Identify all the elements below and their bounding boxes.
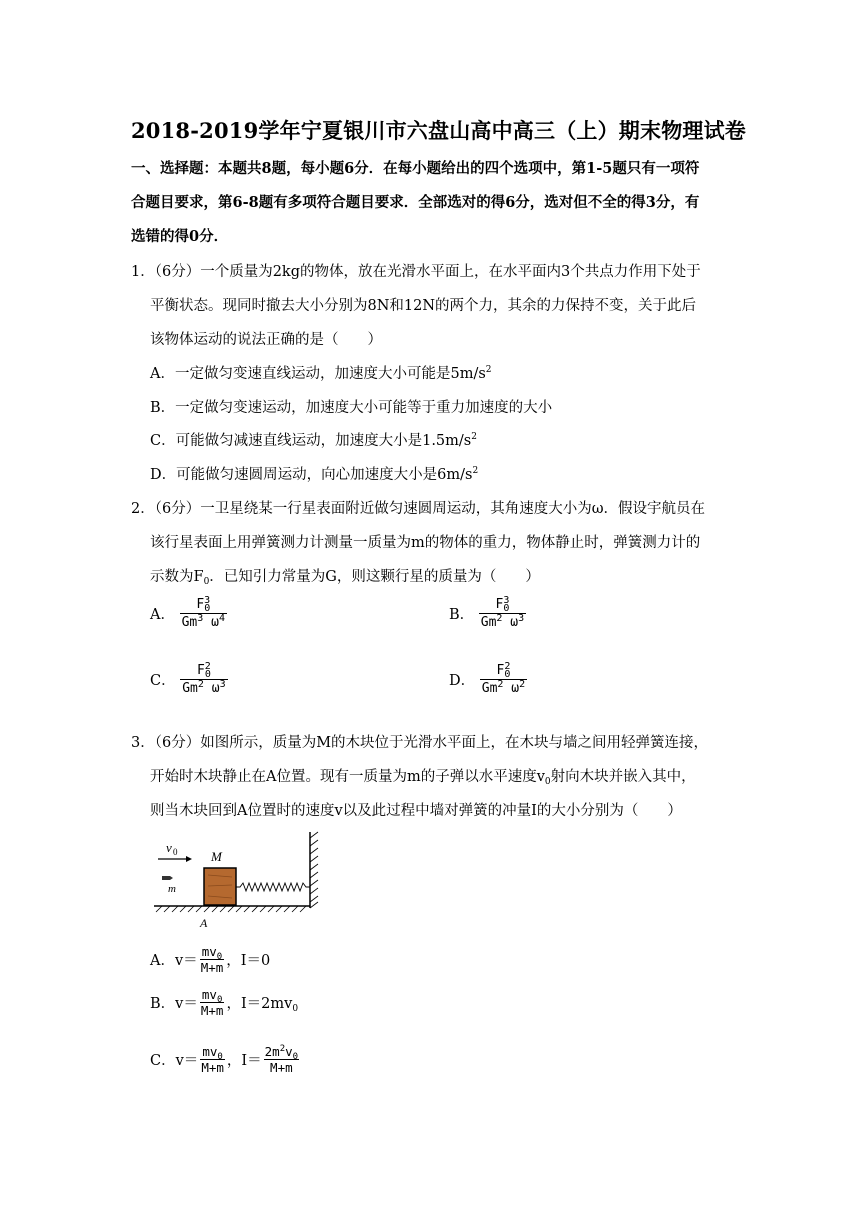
q1-option-c[interactable] [150, 429, 477, 450]
den: M+m [270, 1060, 293, 1075]
bullet-mass-label: m [168, 883, 176, 895]
sub: 0 [204, 669, 211, 680]
q2-stem-line-3 [150, 565, 540, 586]
fraction [480, 663, 527, 696]
num: mv [202, 1044, 218, 1059]
q3-stem-text-b: 射向木块并嵌入其中， [550, 769, 696, 785]
v-equals: v＝ [175, 996, 198, 1012]
v-equals: v＝ [174, 953, 198, 969]
subscript: 0 [544, 777, 551, 787]
superscript: 2 [485, 365, 492, 375]
option-label: B． [150, 996, 176, 1012]
impulse-text: I＝2mv [240, 996, 293, 1012]
q1-option-b[interactable] [150, 396, 552, 417]
sup: 2 [197, 679, 204, 690]
q2-stem-text-a: 示数为F [150, 569, 204, 585]
comma: ， [226, 996, 241, 1012]
den-a: Gm [481, 681, 498, 696]
q1-stem-line-1: 1．（6分）一个质量为2kg的物体，放在光滑水平面上，在水平面内3个共点力作用下处于 [131, 264, 701, 280]
option-label: B． [449, 607, 475, 623]
fraction [479, 597, 526, 630]
sub: 0 [504, 669, 511, 680]
fraction [180, 597, 227, 630]
floor-hatching [156, 906, 306, 912]
sub: 0 [216, 952, 223, 962]
fraction [180, 663, 227, 696]
q3-stem-line-1: 3．（6分）如图所示，质量为M的木块位于光滑水平面上，在木块与墙之间用轻弹簧连接， [131, 735, 709, 751]
sup: 2 [504, 661, 511, 672]
q3-option-a[interactable] [150, 944, 270, 975]
sub: 0 [204, 603, 211, 614]
page-title: 2018-2019学年宁夏银川市六盘山高中高三（上）期末物理试卷 [131, 118, 747, 143]
q1-stem-line-3: 该物体运动的说法正确的是（ ） [150, 332, 382, 348]
superscript: 2 [472, 466, 479, 476]
q2-stem-line-1: 2．（6分）一卫星绕某一行星表面附近做匀速圆周运动，其角速度大小为ω．假设宇航员在 [131, 501, 706, 517]
sup: 2 [519, 679, 526, 690]
den-b: ω [211, 615, 219, 630]
q3-figure-spring-block [150, 830, 325, 935]
sup: 3 [219, 679, 226, 690]
den-a: Gm [480, 615, 497, 630]
fraction [200, 1044, 225, 1075]
den: M+m [200, 1003, 224, 1018]
q3-option-b[interactable] [150, 987, 298, 1018]
sup: 3 [518, 613, 525, 624]
bullet-icon [162, 876, 173, 880]
spring [236, 883, 310, 891]
wooden-block [204, 868, 236, 905]
sup: 2 [496, 613, 503, 624]
q1-option-d-text: D．可能做匀速圆周运动，向心加速度大小是6m/s [150, 467, 473, 483]
option-label: C． [150, 673, 176, 689]
section-heading-line-3: 选错的得0分． [131, 228, 229, 245]
v0-label-text: v [166, 840, 172, 855]
block-mass-label: M [211, 849, 222, 864]
velocity-arrow-head [186, 856, 192, 862]
q3-stem-text-a: 开始时木块静止在A位置。现有一质量为m的子弹以水平速度v [150, 769, 545, 785]
sup: 3 [204, 595, 211, 606]
v-equals: v＝ [175, 1053, 199, 1069]
den-a: Gm [182, 681, 198, 696]
q2-option-b[interactable] [449, 597, 526, 630]
comma: ， [226, 1053, 242, 1069]
sup: 2 [204, 661, 211, 672]
num-b: v [285, 1044, 293, 1059]
v0-label-sub: 0 [173, 847, 178, 857]
den-a: Gm [181, 615, 198, 630]
sup: 2 [497, 679, 504, 690]
option-label: C． [150, 1053, 176, 1069]
sub: 0 [292, 1052, 299, 1062]
wall-hatching [310, 832, 318, 908]
sup: 3 [503, 595, 510, 606]
q3-stem-line-3: 则当木块回到A位置时的速度v以及此过程中墙对弹簧的冲量I的大小分别为（ ） [150, 803, 682, 819]
num-a: 2m [264, 1044, 280, 1059]
den: M+m [200, 960, 224, 975]
superscript: 2 [471, 432, 477, 442]
sup: 4 [218, 613, 225, 624]
q1-option-d[interactable] [150, 463, 478, 484]
position-a-label: A [200, 916, 208, 930]
numerator-base: F [196, 663, 205, 678]
sub: 0 [503, 603, 510, 614]
q1-option-b-text: B．一定做匀变速运动，加速度大小可能等于重力加速度的大小 [150, 400, 553, 416]
section-heading-line-1: 一、选择题：本题共8题，每小题6分．在每小题给出的四个选项中，第1-5题只有一项符 [131, 160, 700, 177]
section-heading-line-2: 合题目要求，第6-8题有多项符合题目要求．全部选对的得6分，选对但不全的得3分，有 [131, 194, 700, 211]
sub: 0 [216, 995, 223, 1005]
numerator-base: F [495, 597, 504, 612]
q3-option-c[interactable] [150, 1044, 301, 1075]
sub: 0 [292, 1004, 299, 1014]
option-label: A． [150, 607, 175, 623]
num: mv [201, 944, 217, 959]
den-b: ω [511, 681, 520, 696]
den-b: ω [211, 681, 220, 696]
impulse-value [241, 996, 298, 1012]
sup: 2 [279, 1044, 286, 1054]
q2-option-a[interactable] [150, 597, 227, 630]
subscript: 0 [203, 577, 210, 587]
q2-option-c[interactable] [150, 663, 228, 696]
impulse-value: I＝0 [240, 953, 271, 969]
comma: ， [226, 953, 241, 969]
impulse-label: I＝ [241, 1053, 262, 1069]
option-label: D． [449, 673, 476, 689]
q2-stem-line-2: 该行星表面上用弹簧测力计测量一质量为m的物体的重力，物体静止时，弹簧测力计的 [150, 535, 701, 551]
q2-stem-text-b: ．已知引力常量为G，则这颗行星的质量为（ ） [209, 569, 540, 585]
q1-stem-line-2: 平衡状态。现同时撤去大小分别为8N和12N的两个力，其余的力保持不变，关于此后 [150, 298, 697, 314]
den: M+m [201, 1060, 224, 1075]
q1-option-a[interactable] [150, 362, 492, 383]
q1-option-c-text: C．可能做匀减速直线运动，加速度大小是1.5m/s [150, 433, 472, 449]
q3-stem-line-2 [150, 765, 696, 786]
sup: 3 [197, 613, 204, 624]
num: mv [201, 987, 217, 1002]
option-label: A． [150, 953, 175, 969]
fraction [200, 944, 225, 975]
sub: 0 [217, 1052, 223, 1062]
fraction [200, 987, 225, 1018]
numerator-base: F [496, 663, 505, 678]
den-b: ω [510, 615, 519, 630]
q1-option-a-text: A．一定做匀变速直线运动，加速度大小可能是5m/s [150, 366, 486, 382]
q2-option-d[interactable] [449, 663, 527, 696]
fraction [264, 1044, 299, 1075]
numerator-base: F [196, 597, 205, 612]
